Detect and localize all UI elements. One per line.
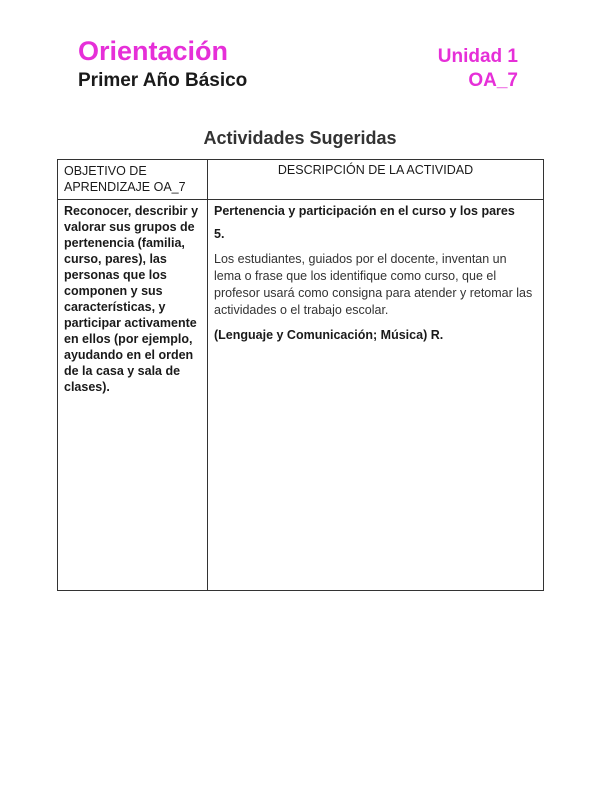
grade-subtitle: Primer Año Básico	[78, 70, 248, 91]
activity-number: 5.	[214, 227, 225, 241]
activities-table	[57, 159, 544, 591]
description-column-header: DESCRIPCIÓN DE LA ACTIVIDAD	[208, 160, 544, 200]
oa-code-label: OA_7	[468, 70, 518, 91]
activity-subjects: (Lenguaje y Comunicación; Música) R.	[214, 328, 444, 342]
objective-cell: Reconocer, describir y valorar sus grupos de pertenencia (familia, curso, pares), las personas que los componen y sus características, y participar activamente en ellos (por ejemplo, ayudando en el orden de la casa y sala de clases).	[58, 200, 208, 591]
activity-body: Los estudiantes, guiados por el docente, inventan un lema o frase que los identifique como curso, que el profesor usará como consigna para atender y retomar las actividades o el trabajo escolar.	[214, 252, 533, 317]
unit-label: Unidad 1	[437, 46, 518, 67]
table-row	[58, 200, 544, 591]
objective-column-header: OBJETIVO DE APRENDIZAJE OA_7	[58, 160, 208, 200]
section-title: Actividades Sugeridas	[203, 128, 397, 148]
table-header-row	[58, 160, 544, 200]
page-title: Orientación	[78, 36, 229, 66]
description-cell	[208, 200, 544, 591]
activity-title: Pertenencia y participación en el curso y los pares	[214, 204, 515, 218]
